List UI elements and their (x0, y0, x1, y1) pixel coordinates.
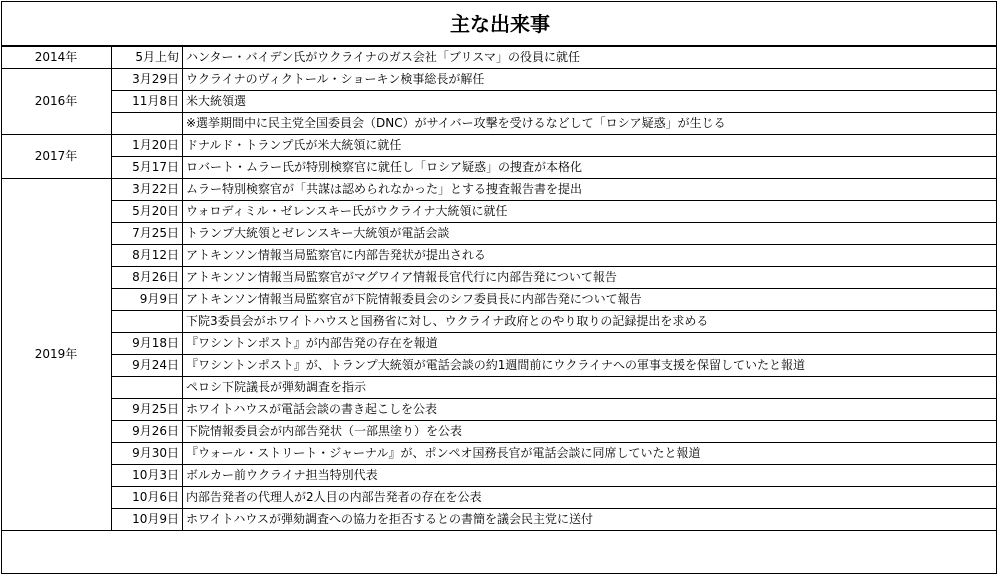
date-cell: 11月8日 (112, 91, 183, 113)
date-cell: 5月17日 (112, 157, 183, 179)
date-cell: 9月24日 (112, 355, 183, 377)
table-row (1, 355, 997, 377)
event-cell: 下院3委員会がホワイトハウスと国務省に対し、ウクライナ政府とのやり取りの記録提出を求める (183, 311, 998, 333)
date-cell: 7月25日 (112, 223, 183, 245)
date-cell: 8月26日 (112, 267, 183, 289)
event-cell: 『ワシントンポスト』が、トランプ大統領が電話会談の約1週間前にウクライナへの軍事支援を保留していたと報道 (183, 355, 998, 377)
table-row (1, 487, 997, 509)
year-cell: 2017年 (1, 135, 112, 179)
event-cell: 内部告発者の代理人が2人目の内部告発者の存在を公表 (183, 487, 998, 509)
date-cell: 9月18日 (112, 333, 183, 355)
event-cell: ※選挙期間中に民主党全国委員会（DNC）がサイバー攻撃を受けるなどして「ロシア疑惑」が生じる (183, 113, 998, 135)
date-cell (112, 311, 183, 333)
date-cell: 1月20日 (112, 135, 183, 157)
event-cell: アトキンソン情報当局監察官に内部告発状が提出される (183, 245, 998, 267)
table-row (1, 465, 997, 487)
event-cell: ドナルド・トランプ氏が米大統領に就任 (183, 135, 998, 157)
event-cell: 『ワシントンポスト』が内部告発の存在を報道 (183, 333, 998, 355)
table-row (1, 399, 997, 421)
table-row (1, 113, 997, 135)
year-cell: 2016年 (1, 69, 112, 135)
table-row (1, 201, 997, 223)
page-title: 主な出来事 (450, 12, 550, 36)
date-cell: 5月20日 (112, 201, 183, 223)
table-row (1, 46, 997, 69)
event-cell: ホワイトハウスが弾劾調査への協力を拒否するとの書簡を議会民主党に送付 (183, 509, 998, 531)
event-cell: アトキンソン情報当局監察官が下院情報委員会のシフ委員長に内部告発について報告 (183, 289, 998, 311)
timeline-table (1, 45, 997, 531)
event-cell: ホワイトハウスが電話会談の書き起こしを公表 (183, 399, 998, 421)
table-row (1, 135, 997, 157)
date-cell (112, 377, 183, 399)
table-row (1, 421, 997, 443)
date-cell: 9月30日 (112, 443, 183, 465)
date-cell: 3月22日 (112, 179, 183, 201)
date-cell (112, 113, 183, 135)
date-cell: 3月29日 (112, 69, 183, 91)
date-cell: 9月9日 (112, 289, 183, 311)
event-cell: ウクライナのヴィクトール・ショーキン検事総長が解任 (183, 69, 998, 91)
date-cell: 8月12日 (112, 245, 183, 267)
event-cell: アトキンソン情報当局監察官がマグワイア情報長官代行に内部告発について報告 (183, 267, 998, 289)
date-cell: 10月9日 (112, 509, 183, 531)
table-row (1, 245, 997, 267)
date-cell: 10月3日 (112, 465, 183, 487)
table-row (1, 443, 997, 465)
date-cell: 9月25日 (112, 399, 183, 421)
event-cell: ボルカー前ウクライナ担当特別代表 (183, 465, 998, 487)
table-row (1, 223, 997, 245)
date-cell: 10月6日 (112, 487, 183, 509)
table-row (1, 157, 997, 179)
table-row (1, 311, 997, 333)
date-cell: 5月上旬 (112, 46, 183, 69)
table-row (1, 179, 997, 201)
event-cell: 米大統領選 (183, 91, 998, 113)
table-row (1, 91, 997, 113)
event-cell: ペロシ下院議長が弾劾調査を指示 (183, 377, 998, 399)
table-row (1, 289, 997, 311)
table-row (1, 377, 997, 399)
event-cell: ロバート・ムラー氏が特別検察官に就任し「ロシア疑惑」の捜査が本格化 (183, 157, 998, 179)
timeline-body (1, 46, 997, 531)
event-cell: 下院情報委員会が内部告発状（一部黒塗り）を公表 (183, 421, 998, 443)
table-row (1, 267, 997, 289)
event-cell: トランプ大統領とゼレンスキー大統領が電話会談 (183, 223, 998, 245)
year-cell: 2014年 (1, 46, 112, 69)
event-cell: ハンター・バイデン氏がウクライナのガス会社「ブリスマ」の役員に就任 (183, 46, 998, 69)
table-row (1, 509, 997, 531)
year-cell: 2019年 (1, 179, 112, 531)
date-cell: 9月26日 (112, 421, 183, 443)
event-cell: ムラー特別検察官が「共謀は認められなかった」とする捜査報告書を提出 (183, 179, 998, 201)
event-cell: 『ウォール・ストリート・ジャーナル』が、ポンペオ国務長官が電話会談に同席していたと報道 (183, 443, 998, 465)
table-row (1, 333, 997, 355)
table-row (1, 69, 997, 91)
event-cell: ウォロディミル・ゼレンスキー氏がウクライナ大統領に就任 (183, 201, 998, 223)
